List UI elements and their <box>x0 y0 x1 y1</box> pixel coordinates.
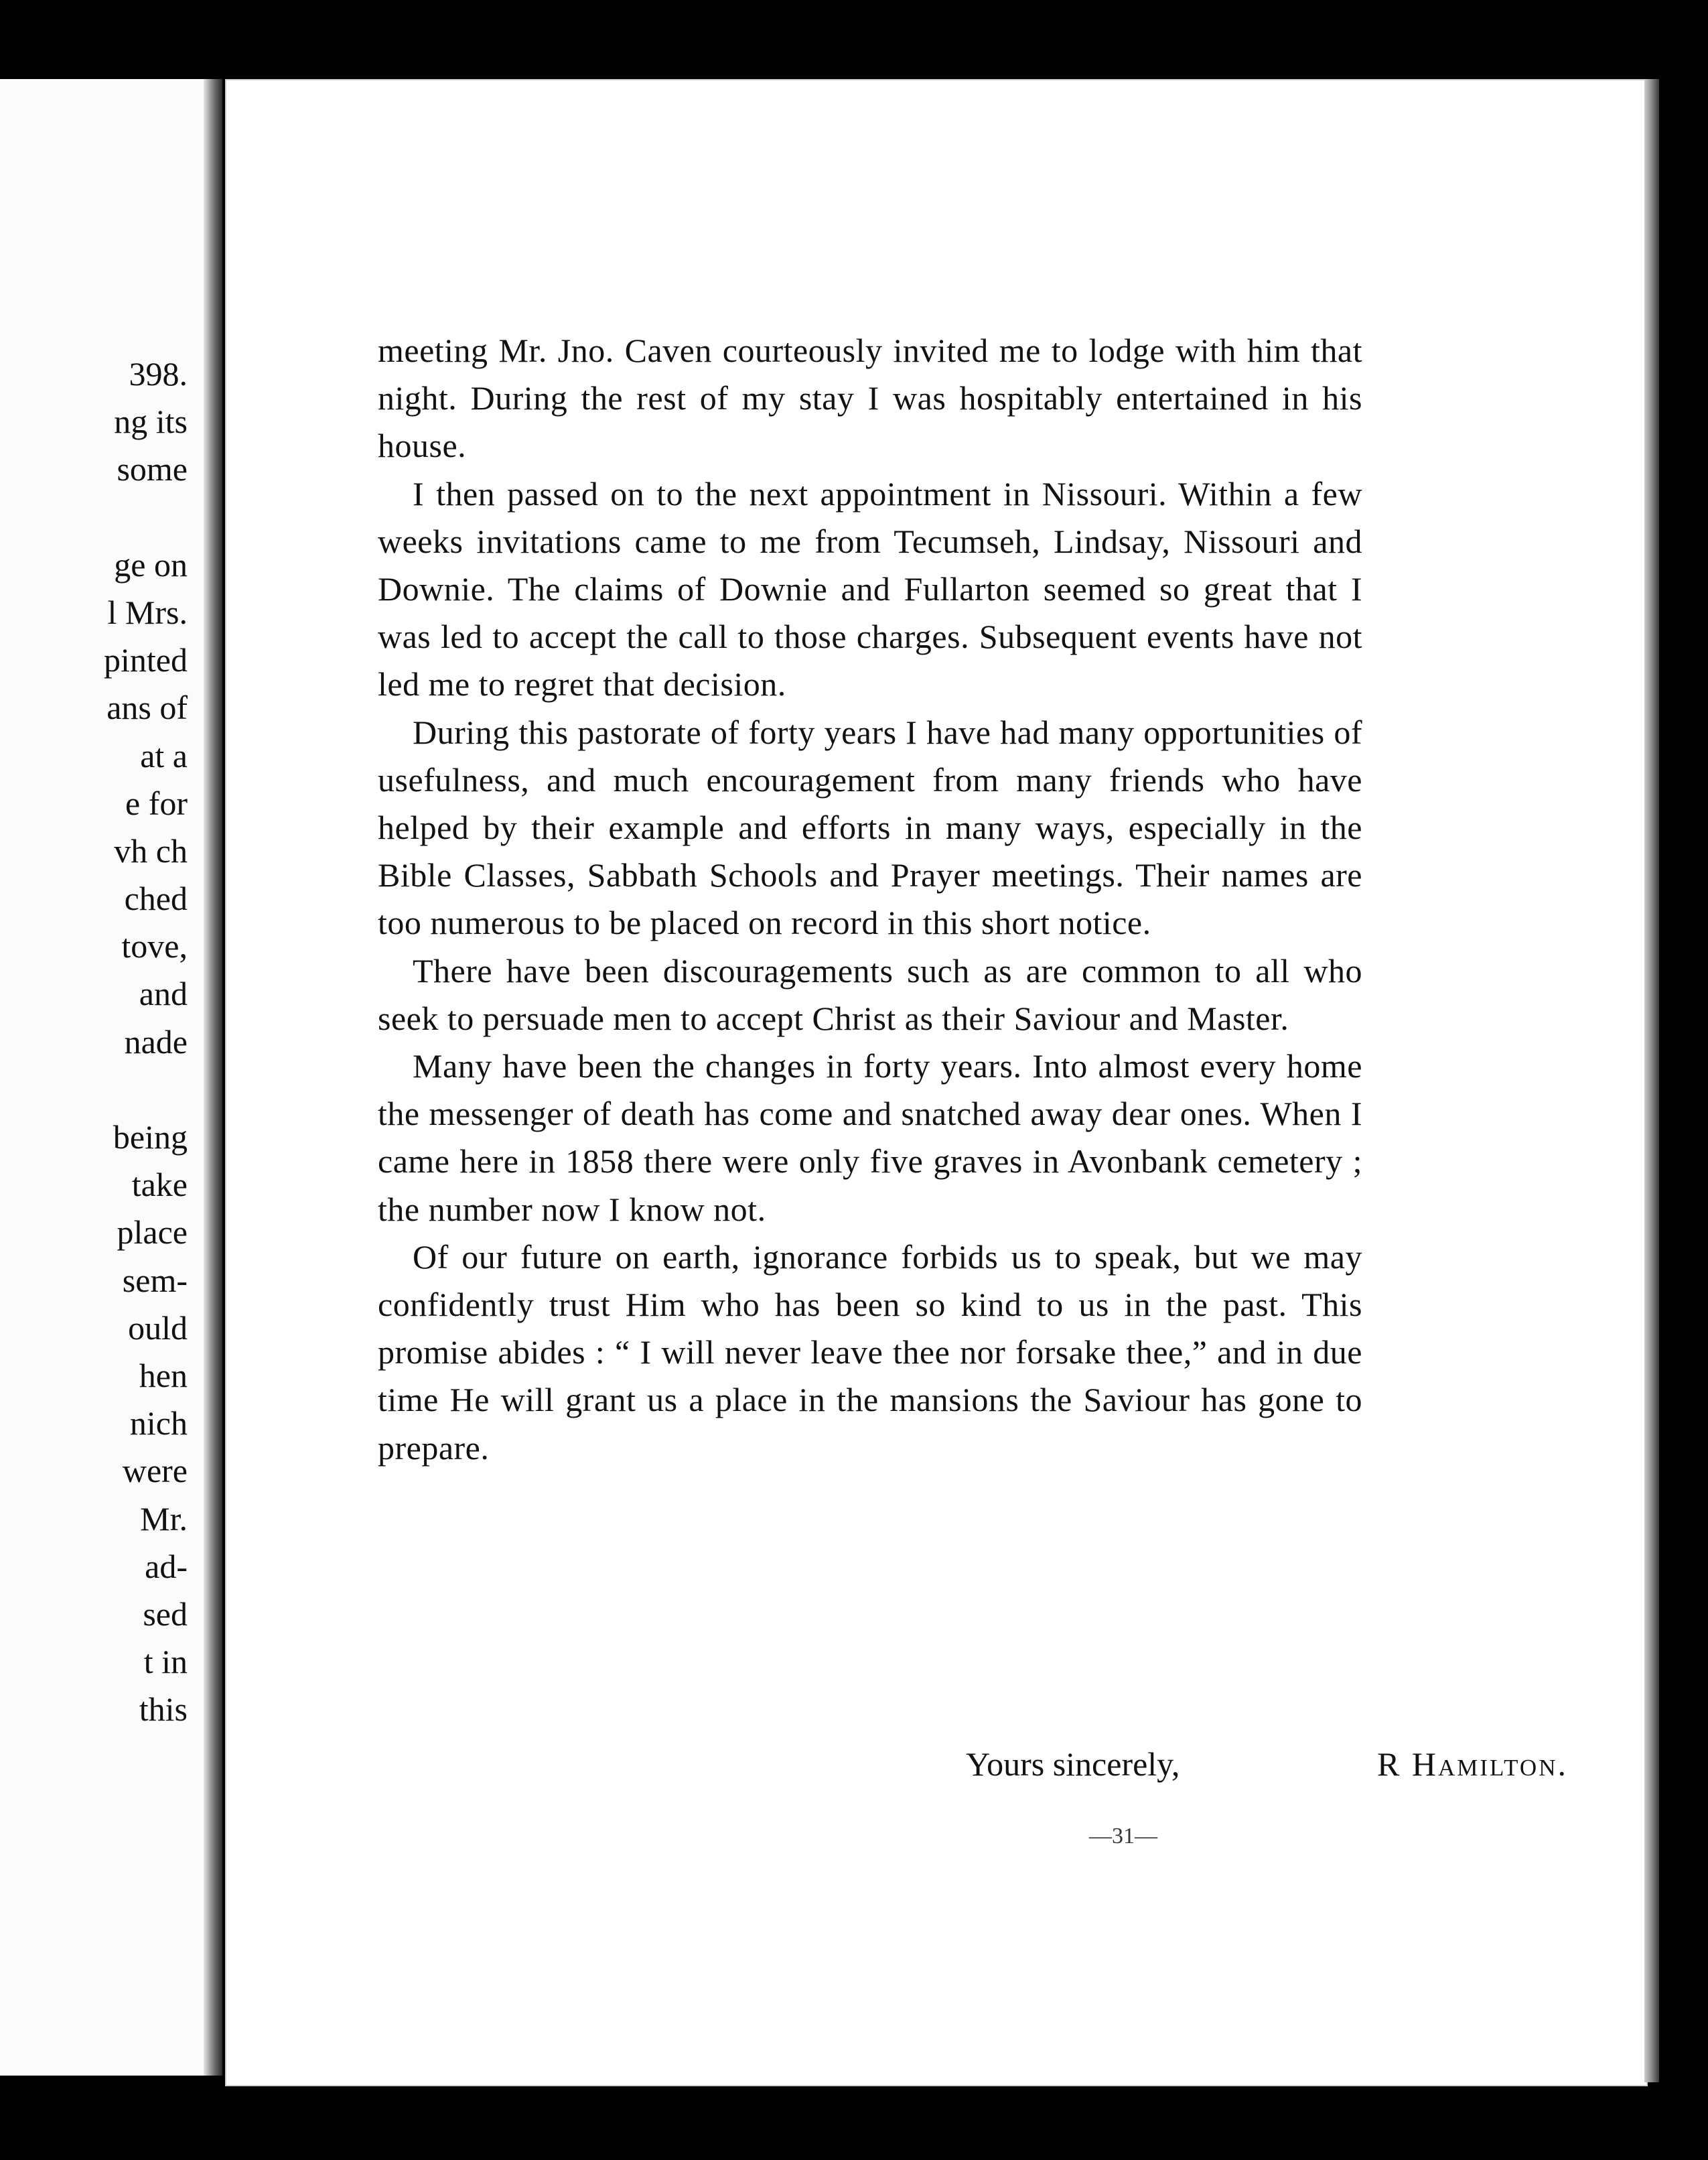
previous-page-line: e for <box>125 784 188 822</box>
previous-page-line: Mr. <box>140 1499 188 1538</box>
previous-page-line: ched <box>124 880 188 918</box>
previous-page-line: 398. <box>129 355 188 393</box>
page-edge <box>1644 79 1659 2082</box>
paragraph: There have been discouragements such as are common to all who seek to persuade men to accept Christ as their Saviour and Master. <box>378 951 1362 1037</box>
previous-page-line: nich <box>129 1404 188 1442</box>
signature: R Hamilton. <box>1377 1745 1568 1783</box>
paragraph: Of our future on earth, ignorance forbids us to speak, but we may confidently trust Him who has been so kind to us in the past. This promise abides : “ I will never leave thee nor forsake thee,” and in due time He will grant us a place in the mansions the Saviour has gone to prepare. <box>378 1237 1362 1467</box>
previous-page-line: being <box>113 1118 188 1156</box>
previous-page-line: place <box>117 1213 188 1252</box>
previous-page-line: pinted <box>104 641 188 679</box>
previous-page-line: this <box>139 1690 188 1729</box>
previous-page-line: hen <box>139 1356 188 1394</box>
paragraph: During this pastorate of forty years I have had many opportunities of usefulness, and much encouragement from many friends who have helped by their example and efforts in many ways, especially in the Bible Classes, Sabbath Schools and Prayer meetings. Their names are too numerous to be placed on record in this short notice. <box>378 713 1362 942</box>
previous-page-line: ng its <box>114 403 188 441</box>
previous-page-line: ge on <box>114 545 188 584</box>
previous-page-line: ad- <box>145 1547 188 1585</box>
page-number: —31— <box>1089 1824 1157 1848</box>
previous-page-line: were <box>122 1452 188 1490</box>
previous-page-line: tove, <box>121 927 188 965</box>
previous-page-line <box>104 1066 188 1113</box>
previous-page-line: and <box>139 975 188 1013</box>
page-body <box>378 327 1362 1472</box>
previous-page-line: some <box>117 450 188 488</box>
paragraph: meeting Mr. Jno. Caven courteously invited me to lodge with him that night. During the rest of my stay I was hospitably entertained in his house. <box>378 332 1362 465</box>
paragraph: Many have been the changes in forty years. Into almost every home the messenger of death has come and snatched away dear ones. When I came here in 1858 there were only five graves in Avonbank cemetery ; the number now I know not. <box>378 1047 1362 1228</box>
book-gutter <box>204 79 222 2076</box>
book-page <box>225 79 1648 2086</box>
previous-page-line: sed <box>143 1595 188 1633</box>
previous-page-line: ans of <box>106 689 188 727</box>
previous-page <box>0 79 222 2076</box>
previous-page-line: take <box>131 1166 188 1204</box>
paragraph: I then passed on to the next appointment in Nissouri. Within a few weeks invitations came to me from Tecumseh, Lindsay, Nissouri and Downie. The claims of Downie and Fullarton seemed so great that I was led to accept the call to those charges. Subsequent events have not led me to regret that decision. <box>378 474 1362 703</box>
previous-page-line: l Mrs. <box>107 593 188 631</box>
previous-page-line: nade <box>124 1022 188 1061</box>
previous-page-line: t in <box>143 1643 188 1681</box>
previous-page-line <box>104 494 188 541</box>
previous-page-line: sem- <box>122 1261 188 1299</box>
previous-page-text <box>104 350 188 1733</box>
previous-page-line: ould <box>128 1308 188 1347</box>
previous-page-line: vh ch <box>114 831 188 870</box>
previous-page-line: at a <box>140 736 188 774</box>
closing-salutation: Yours sincerely, <box>966 1745 1180 1783</box>
